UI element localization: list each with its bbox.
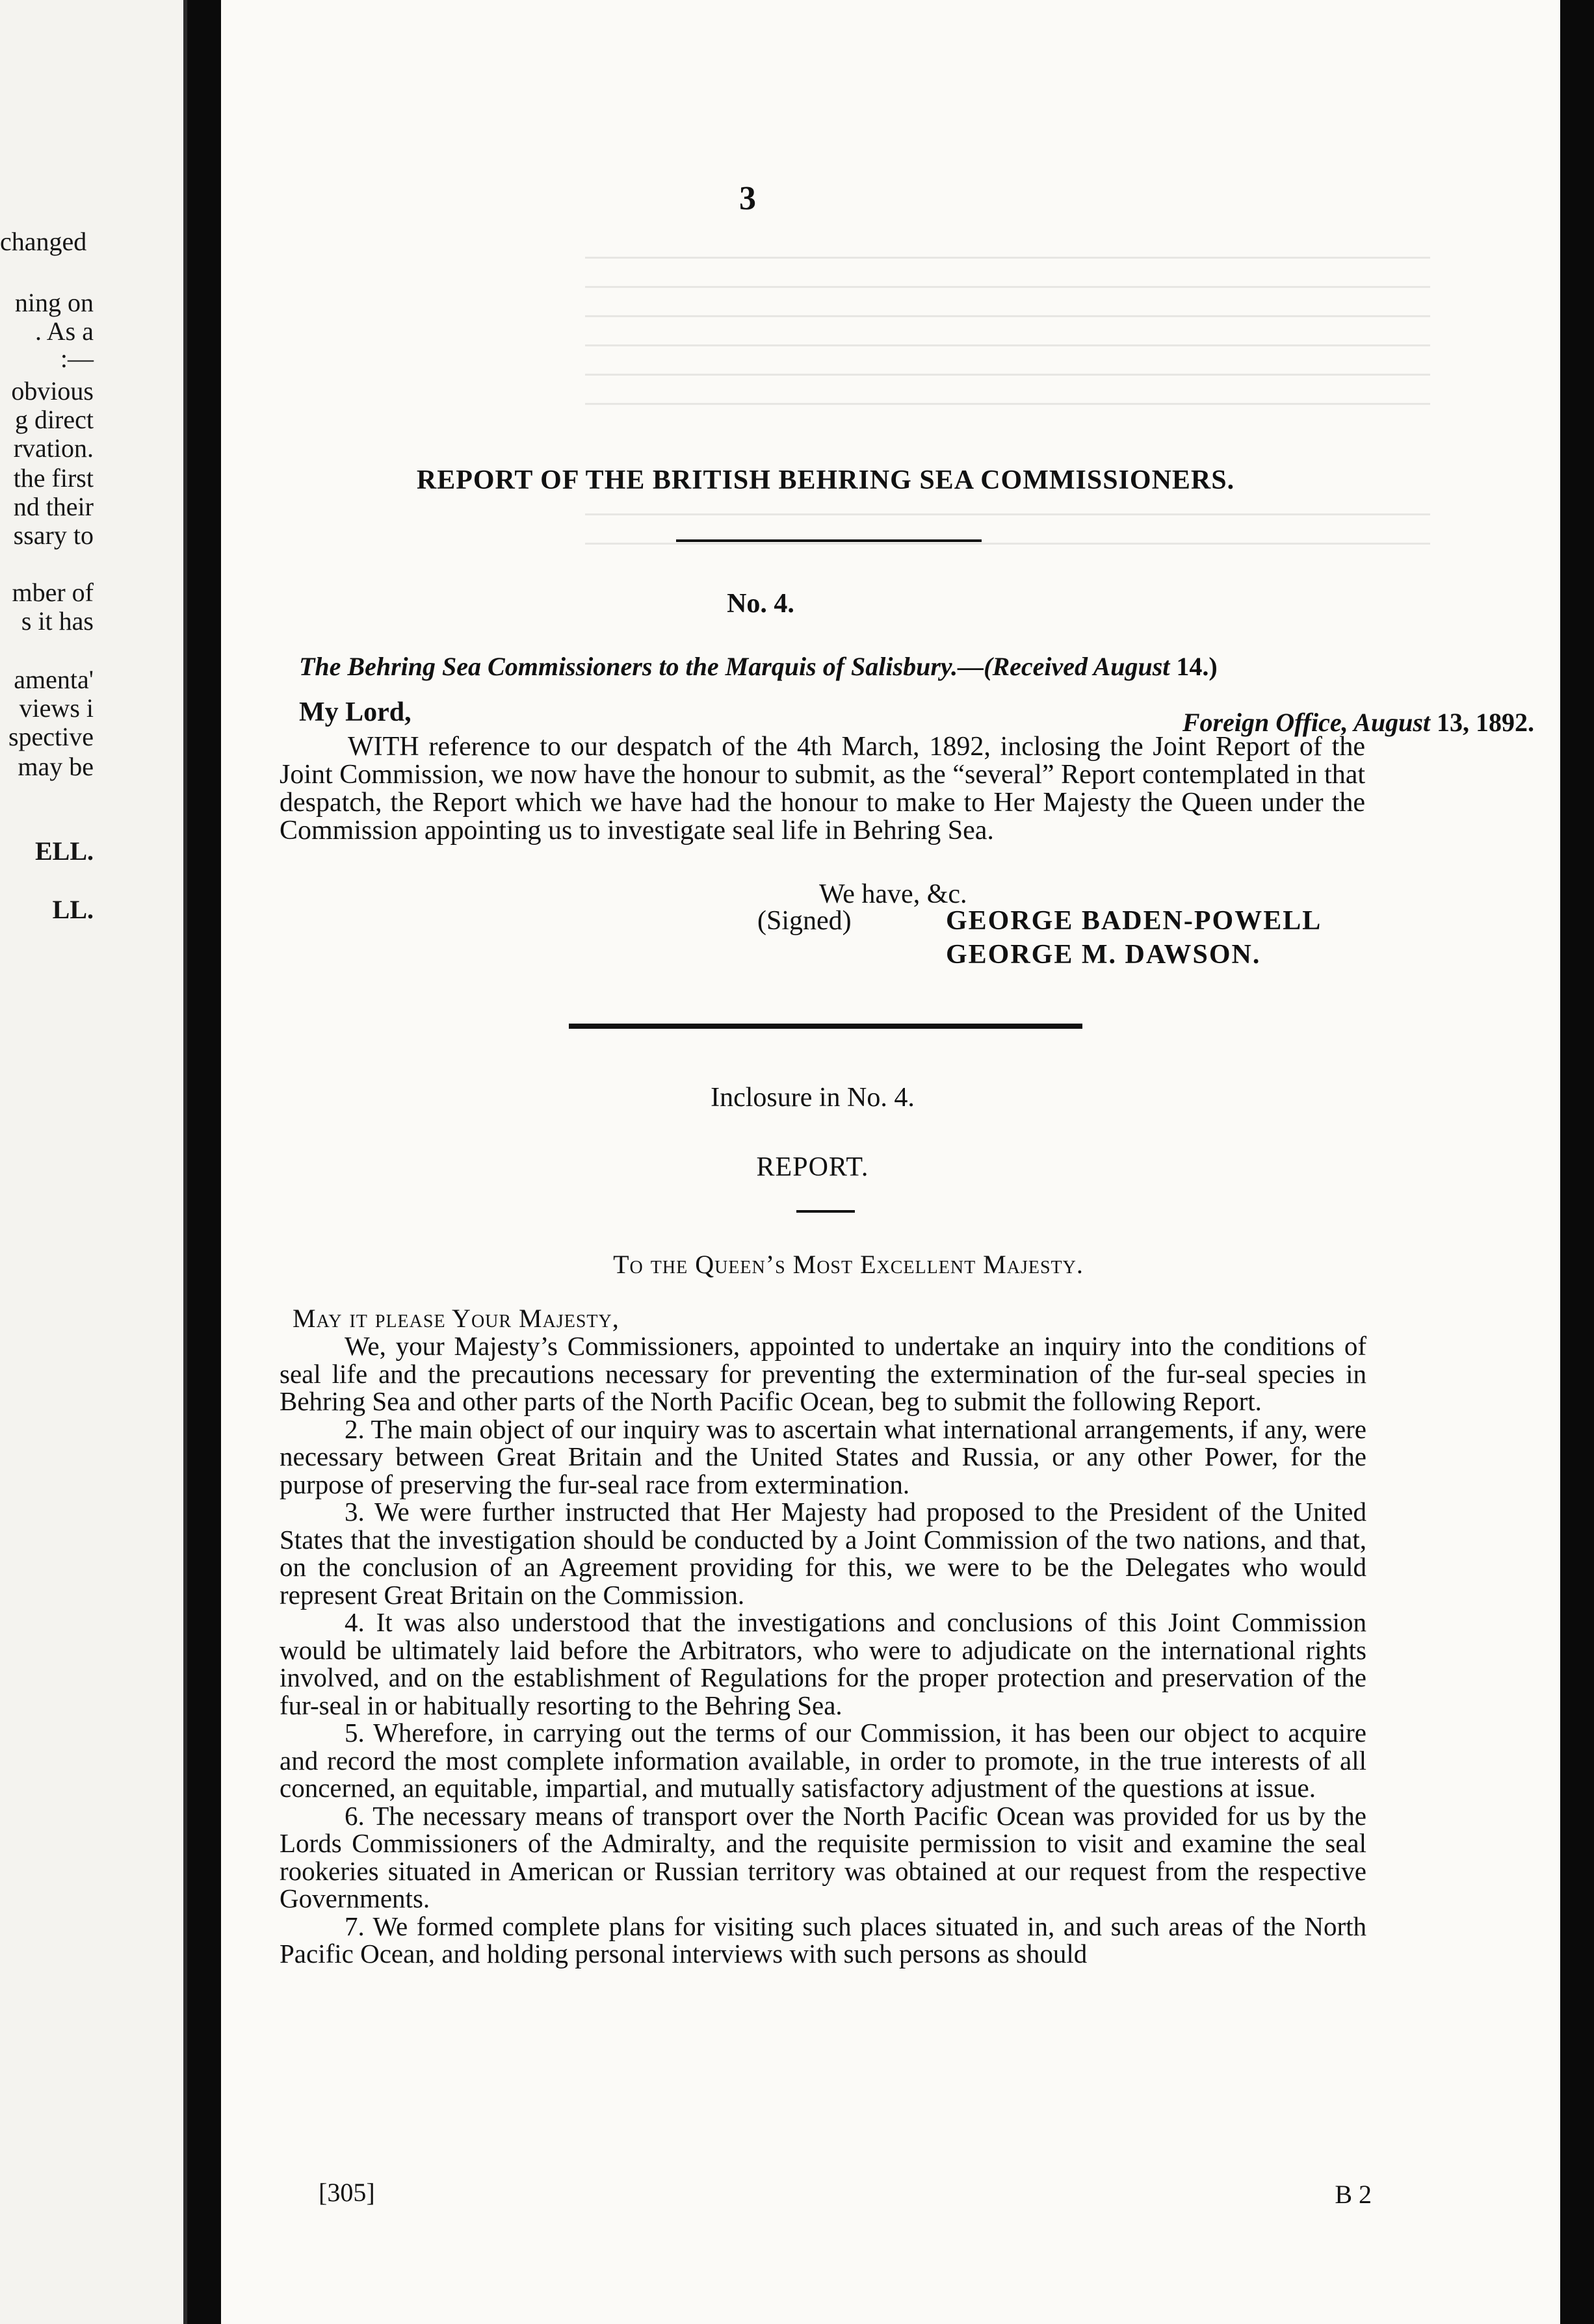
report-paragraph: 6. The necessary means of transport over the North Pacific Ocean was provided for us by the Lords Commissioners of the Admiralty, and the requisite permission to visit and examine the seal rookeries situated in American or Russian territory was obtained at our request from the respective Governments. bbox=[280, 1800, 1366, 1913]
adjacent-page-line: mber of bbox=[12, 578, 94, 607]
adjacent-page-line: obvious bbox=[11, 376, 94, 406]
page-number: 3 bbox=[739, 180, 756, 217]
adjacent-page-line: views i bbox=[19, 693, 94, 723]
adjacent-page-strip bbox=[0, 0, 187, 2324]
report-divider bbox=[796, 1210, 855, 1213]
adjacent-page-line: ning on bbox=[14, 288, 94, 317]
salutation: My Lord, bbox=[299, 697, 412, 727]
dateline-date: 13, 1892. bbox=[1437, 708, 1534, 737]
subtitle-date: 14.) bbox=[1176, 652, 1218, 681]
adjacent-page-line: ELL. bbox=[34, 836, 94, 866]
adjacent-page-line: spective bbox=[8, 722, 94, 751]
report-paragraph: 3. We were further instructed that Her Majesty had proposed to the President of the United States that the investigation should be conducted by a Joint Commission of the two nations, and that, on the conclusion of an Agreement providing for this, we were to be the Delegates who would represent Great Britain on the Commission. bbox=[280, 1497, 1366, 1610]
adjacent-page-line: changed bbox=[0, 227, 87, 256]
report-paragraph: 7. We formed complete plans for visiting such places situated in, and such areas of the North Pacific Ocean, and holding personal interviews with such persons as should bbox=[280, 1911, 1366, 1969]
adjacent-page-line: may be bbox=[18, 752, 94, 781]
document-title: REPORT OF THE BRITISH BEHRING SEA COMMISSIONERS. bbox=[416, 465, 1235, 495]
inclosure-title: Inclosure in No. 4. bbox=[711, 1083, 915, 1113]
section-divider bbox=[569, 1024, 1082, 1029]
report-body bbox=[280, 1332, 1366, 1968]
adjacent-page-line: :— bbox=[60, 344, 94, 373]
adjacent-page-line: nd their bbox=[13, 492, 94, 521]
signatory-name: GEORGE BADEN-POWELL bbox=[946, 906, 1322, 936]
adjacent-page-line: the first bbox=[13, 463, 94, 493]
adjacent-page-line: LL. bbox=[52, 895, 94, 924]
report-heading: REPORT. bbox=[756, 1152, 869, 1182]
address-opening: May it please Your Majesty, bbox=[293, 1304, 620, 1333]
address-to: To the Queen’s Most Excellent Majesty. bbox=[613, 1250, 1084, 1279]
print-number: [305] bbox=[319, 2178, 375, 2207]
adjacent-page-line: . As a bbox=[35, 316, 94, 346]
adjacent-page-line: s it has bbox=[21, 606, 94, 636]
report-paragraph: 4. It was also understood that the investigations and conclusions of this Joint Commission would be ultimately laid before the Arbitrators, who were to adjudicate on the international rights involved, and on the establishment of Regulations for the proper protection and preservation of the fur-seal in or habitually resorting to the Behring Sea. bbox=[280, 1607, 1366, 1720]
adjacent-page-line: amenta' bbox=[14, 665, 94, 694]
adjacent-page-line: ssary to bbox=[13, 521, 94, 550]
report-paragraph: 5. Wherefore, in carrying out the terms of our Commission, it has been our object to acquire and record the most complete information available, in order to promote, in the true interests of all concerned, an equitable, impartial, and mutually satisfactory adjustment of the questions at issue. bbox=[280, 1718, 1366, 1803]
signed-label: (Signed) bbox=[757, 906, 852, 936]
subtitle-text: The Behring Sea Commissioners to the Marquis of Salisbury.—(Received August bbox=[299, 652, 1170, 681]
signatory-name: GEORGE M. DAWSON. bbox=[946, 940, 1261, 970]
dateline-place: Foreign Office, August bbox=[1182, 708, 1430, 737]
report-paragraph: We, your Majesty’s Commissioners, appointed to undertake an inquiry into the conditions of seal life and the precautions necessary for preventing the extermination of the fur-seal species in Behring Sea and other parts of the North Pacific Ocean, beg to submit the following Report. bbox=[280, 1331, 1366, 1416]
adjacent-page-line: rvation. bbox=[13, 433, 94, 463]
report-paragraph: 2. The main object of our inquiry was to ascertain what international arrangements, if any, were necessary between Great Britain and the United States and Russia, or any other Power, for the purpose of preserving the fur-seal race from extermination. bbox=[280, 1414, 1366, 1499]
signature-mark: B 2 bbox=[1335, 2180, 1372, 2209]
letter-subtitle bbox=[299, 651, 1218, 682]
adjacent-page-line: g direct bbox=[14, 405, 94, 434]
document-number: No. 4. bbox=[727, 589, 794, 619]
closing: We have, &c. bbox=[819, 879, 967, 909]
letter-body: WITH reference to our despatch of the 4th March, 1892, inclosing the Joint Report of the Joint Commission, we now have the honour to submit, as the “several” Report contemplated in that despatch, the Report which we have had the honour to make to Her Majesty the Queen under the Commission appointing us to investigate seal life in Behring Sea. bbox=[280, 732, 1365, 846]
book-spine-gutter bbox=[187, 0, 221, 2324]
title-divider bbox=[676, 539, 982, 542]
document-page bbox=[221, 0, 1560, 2324]
